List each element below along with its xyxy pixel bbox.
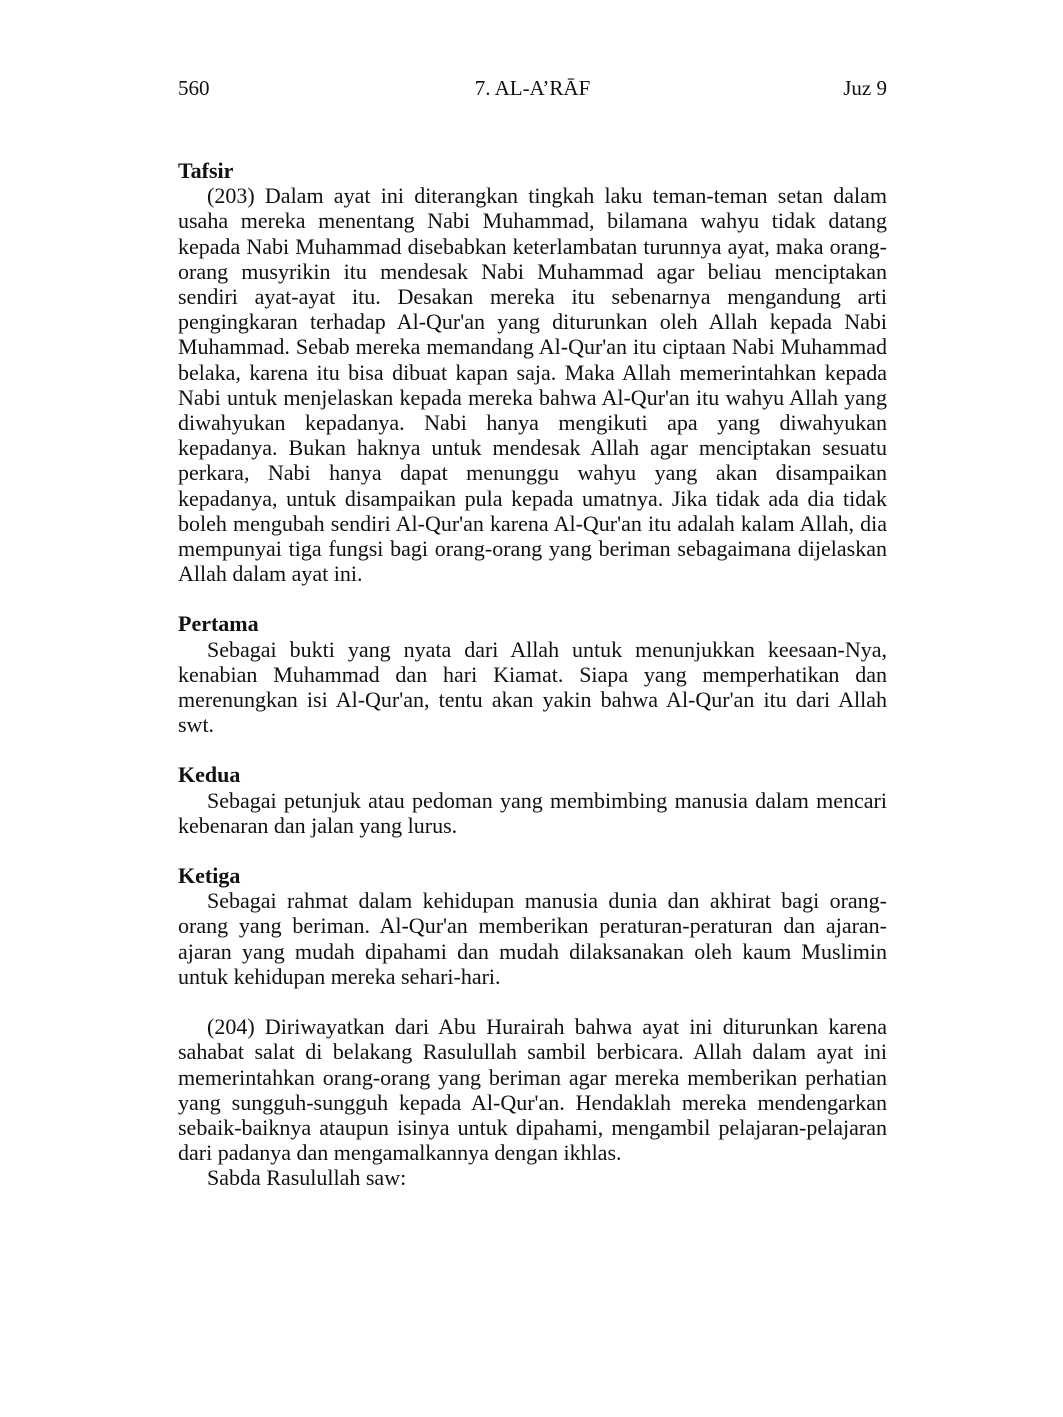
section-heading-pertama: Pertama [178, 611, 259, 637]
paragraph-tafsir-203: (203) Dalam ayat ini diterangkan tingkah laku teman-teman setan dalam usaha mereka menentang Nabi Muhammad, bilamana wahyu tidak datang kepada Nabi Muhammad disebabkan keterlambatan turunnya ayat, maka orang-orang musyrikin itu mendesak Nabi Muhammad agar beliau menciptakan sendiri ayat-ayat itu. Desakan mereka itu sebenarnya mengandung arti pengingkaran terhadap Al-Qur'an yang diturunkan oleh Allah kepada Nabi Muhammad. Sebab mereka memandang Al-Qur'an itu ciptaan Nabi Muhammad belaka, karena itu bisa dibuat kapan saja. Maka Allah memerintahkan kepada Nabi untuk menjelaskan kepada mereka bahwa Al-Qur'an itu wahyu Allah yang diwahyukan kepadanya. Nabi hanya mengikuti apa yang diwahyukan kepadanya. Bukan haknya untuk mendesak Allah agar menciptakan sesuatu perkara, Nabi hanya dapat menunggu wahyu yang akan disampaikan kepadanya, untuk disampaikan pula kepada umatnya. Jika tidak ada dia tidak boleh mengubah sendiri Al-Qur'an karena Al-Qur'an itu adalah kalam Allah, dia mempunyai tiga fungsi bagi orang-orang yang beriman sebagaimana dijelaskan Allah dalam ayat ini. [178, 183, 887, 587]
section-heading-tafsir: Tafsir [178, 158, 234, 183]
page-number: 560 [178, 76, 210, 100]
section-heading-ketiga: Ketiga [178, 863, 241, 889]
chapter-title: 7. AL-A’RĀF [474, 76, 591, 100]
section-heading-kedua: Kedua [178, 762, 241, 788]
spacer [178, 586, 887, 611]
paragraph-ketiga: Sebagai rahmat dalam kehidupan manusia dunia dan akhirat bagi orang-orang yang beriman. Al-Qur'an memberikan peraturan-peraturan dan ajaran-ajaran yang mudah dipahami dan mudah dilaksanakan oleh kaum Muslimin untuk kehidupan mereka sehari-hari. [178, 888, 887, 989]
page-body [178, 158, 887, 1191]
paragraph-kedua: Sebagai petunjuk atau pedoman yang membimbing manusia dalam mencari kebenaran dan jalan yang lurus. [178, 787, 887, 838]
paragraph-verse-204: (204) Diriwayatkan dari Abu Hurairah bahwa ayat ini diturunkan karena sahabat salat di belakang Rasulullah sambil berbicara. Allah dalam ayat ini memerintahkan orang-orang yang beriman agar mereka memberikan perhatian yang sungguh-sungguh kepada Al-Qur'an. Hendaklah mereka mendengarkan sebaik-baiknya ataupun isinya untuk dipahami, mengambil pelajaran-pelajaran dari padanya dan mengamalkannya dengan ikhlas. [178, 1014, 887, 1166]
page-header [178, 74, 887, 104]
paragraph-pertama: Sebagai bukti yang nyata dari Allah untuk menunjukkan keesaan-Nya, kenabian Muhammad dan hari Kiamat. Siapa yang memperhatikan dan merenungkan isi Al-Qur'an, tentu akan yakin bahwa Al-Qur'an itu dari Allah swt. [178, 636, 887, 738]
spacer [178, 838, 887, 863]
spacer [178, 737, 887, 762]
juz-label: Juz 9 [843, 76, 887, 100]
paragraph-sabda: Sabda Rasulullah saw: [207, 1165, 407, 1191]
spacer [178, 989, 887, 1014]
